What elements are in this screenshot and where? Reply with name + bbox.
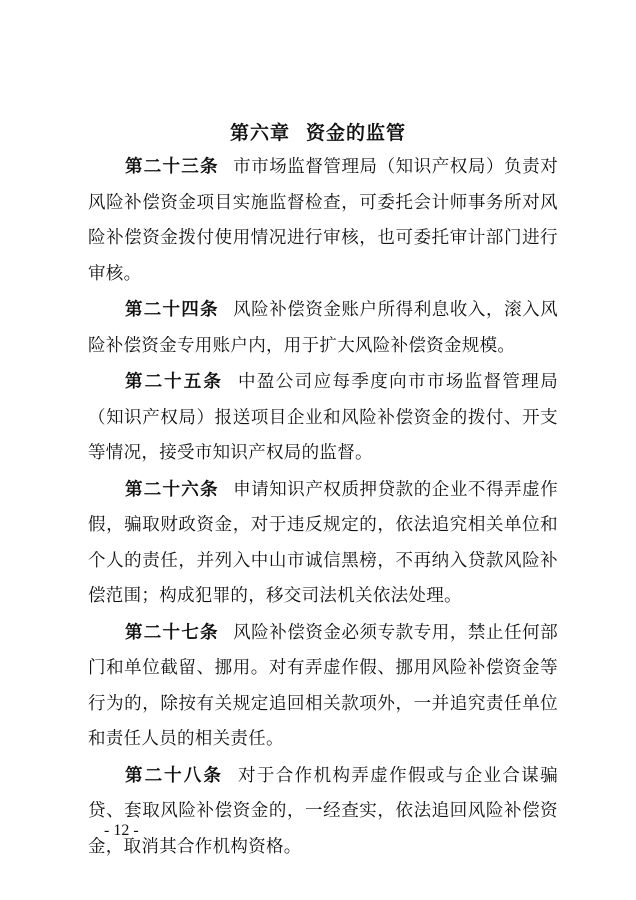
article-text: 申请知识产权质押贷款的企业不得弄虚作假，骗取财政资金，对于违反规定的，依法追究相关单位和个人的责任，并列入中山市诚信黑榜，不再纳入贷款风险补偿范围；构成犯罪的，移交司法机关依法处理。 <box>88 479 558 606</box>
article-text: 对于合作机构弄虚作假或与企业合谋骗贷、套取风险补偿资金的，一经查实，依法追回风险补偿资金，取消其合作机构资格。 <box>88 765 558 857</box>
article-number: 第二十四条 <box>125 300 219 320</box>
article-number: 第二十六条 <box>125 479 219 500</box>
page-number: - 12 - <box>104 822 139 839</box>
article-number: 第二十七条 <box>125 622 219 643</box>
chapter-name: 资金的监管 <box>306 122 407 144</box>
article-text: 市市场监督管理局（知识产权局）负责对风险补偿资金项目实施监督检查，可委托会计师事务所对风险补偿资金拨付使用情况进行审核，也可委托审计部门进行审核。 <box>88 157 558 284</box>
article-26 <box>88 473 558 615</box>
chapter-title <box>0 118 636 145</box>
article-number: 第二十五条 <box>125 372 223 392</box>
chapter-number: 第六章 <box>229 122 290 144</box>
article-23 <box>88 150 558 292</box>
article-24 <box>88 293 558 364</box>
article-number: 第二十八条 <box>125 765 223 786</box>
article-text: 中盈公司应每季度向市市场监督管理局（知识产权局）报送项目企业和风险补偿资金的拨付、开支等情况，接受市知识产权局的监督。 <box>88 372 558 463</box>
article-number: 第二十三条 <box>125 157 219 177</box>
article-text: 风险补偿资金必须专款专用，禁止任何部门和单位截留、挪用。对有弄虚作假、挪用风险补偿资金等行为的，除按有关规定追回相关款项外，一并追究责任单位和责任人员的相关责任。 <box>88 622 558 749</box>
article-28 <box>88 759 558 866</box>
chapter-body <box>88 150 558 866</box>
article-27 <box>88 616 558 758</box>
article-text: 风险补偿资金账户所得利息收入，滚入风险补偿资金专用账户内，用于扩大风险补偿资金规模。 <box>88 300 558 356</box>
article-25 <box>88 365 558 472</box>
